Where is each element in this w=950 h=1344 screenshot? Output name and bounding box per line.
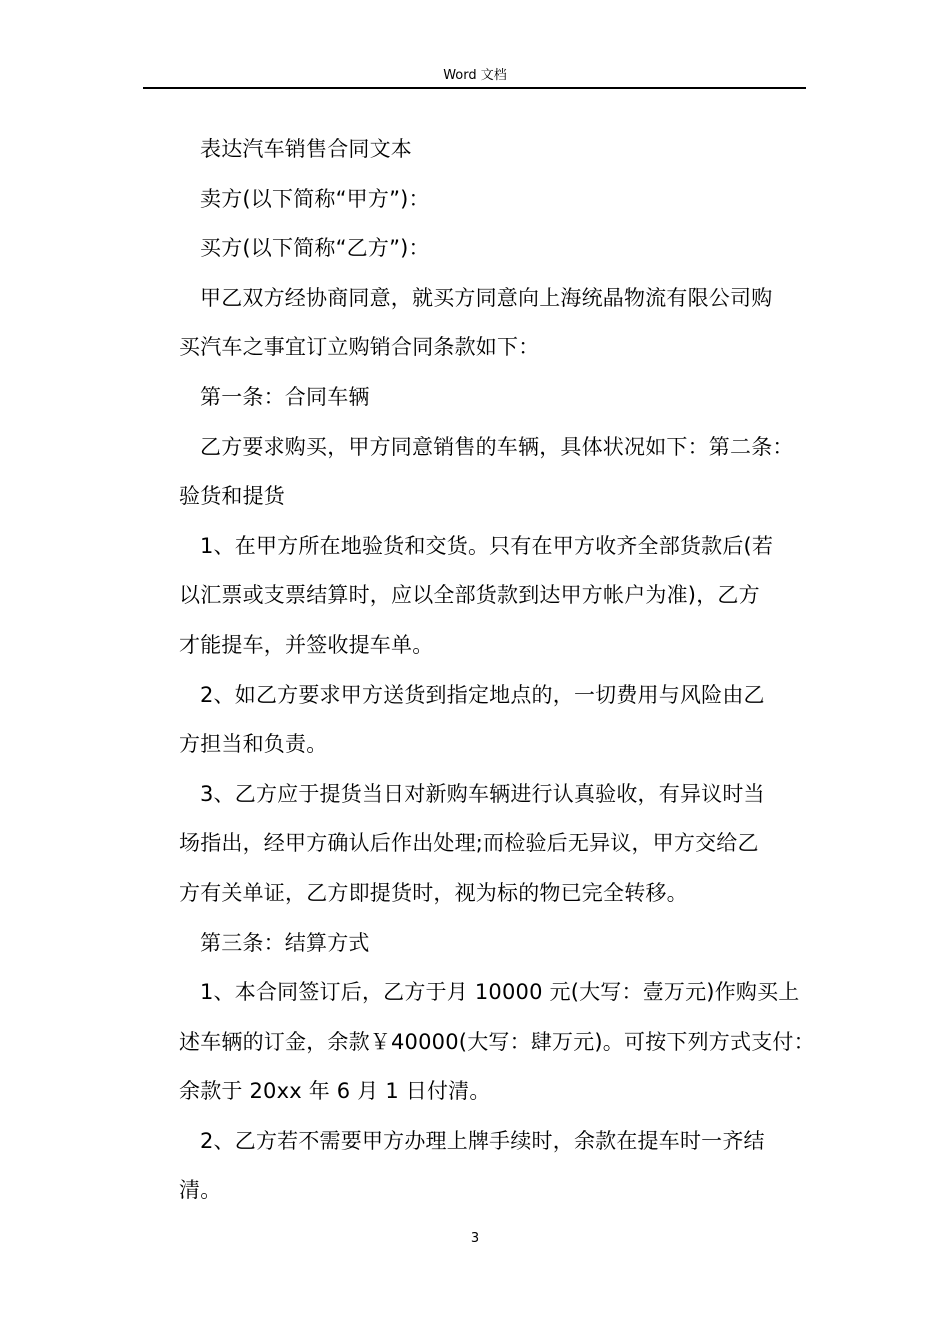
clause-line: 1、在甲方所在地验货和交货。只有在甲方收齐全部货款后(若 bbox=[200, 533, 774, 558]
clause-line: 方担当和负责。 bbox=[179, 732, 328, 757]
clause-line: 场指出，经甲方确认后作出处理;而检验后无异议，甲方交给乙 bbox=[179, 831, 759, 856]
page-header-title: Word 文档 bbox=[443, 68, 507, 83]
page-number: 3 bbox=[470, 1231, 480, 1246]
clause-line: 才能提车，并签收提车单。 bbox=[179, 632, 434, 657]
document-body bbox=[179, 125, 815, 1216]
clause-line: 方有关单证，乙方即提货时，视为标的物已完全转移。 bbox=[179, 880, 688, 905]
buyer-line: 买方(以下简称“乙方”)： bbox=[200, 236, 430, 261]
clause-line: 1、本合同签订后，乙方于月 10000 元(大写：壹万元)作购买上 bbox=[200, 980, 800, 1005]
document-title: 表达汽车销售合同文本 bbox=[200, 137, 412, 161]
clause-line: 3、乙方应于提货当日对新购车辆进行认真验收，有异议时当 bbox=[200, 781, 765, 806]
paragraph-line: 验货和提货 bbox=[179, 484, 285, 509]
clause-line: 以汇票或支票结算时，应以全部货款到达甲方帐户为准)，乙方 bbox=[179, 583, 760, 608]
paragraph-line: 乙方要求购买，甲方同意销售的车辆，具体状况如下：第二条： bbox=[200, 434, 794, 459]
clause-line: 2、乙方若不需要甲方办理上牌手续时，余款在提车时一齐结 bbox=[200, 1128, 765, 1153]
header-divider bbox=[143, 87, 806, 89]
clause-line: 2、如乙方要求甲方送货到指定地点的，一切费用与风险由乙 bbox=[200, 682, 765, 707]
clause-line: 清。 bbox=[179, 1178, 222, 1203]
paragraph-line: 甲乙双方经协商同意，就买方同意向上海统晶物流有限公司购 bbox=[200, 285, 773, 310]
clause-line: 余款于 20xx 年 6 月 1 日付清。 bbox=[179, 1079, 491, 1104]
paragraph-line: 买汽车之事宜订立购销合同条款如下： bbox=[179, 335, 540, 360]
article-heading: 第三条：结算方式 bbox=[200, 930, 370, 955]
article-heading: 第一条：合同车辆 bbox=[200, 384, 370, 409]
clause-line: 述车辆的订金，余款￥40000(大写：肆万元)。可按下列方式支付： bbox=[179, 1029, 815, 1054]
seller-line: 卖方(以下简称“甲方”)： bbox=[200, 186, 430, 211]
